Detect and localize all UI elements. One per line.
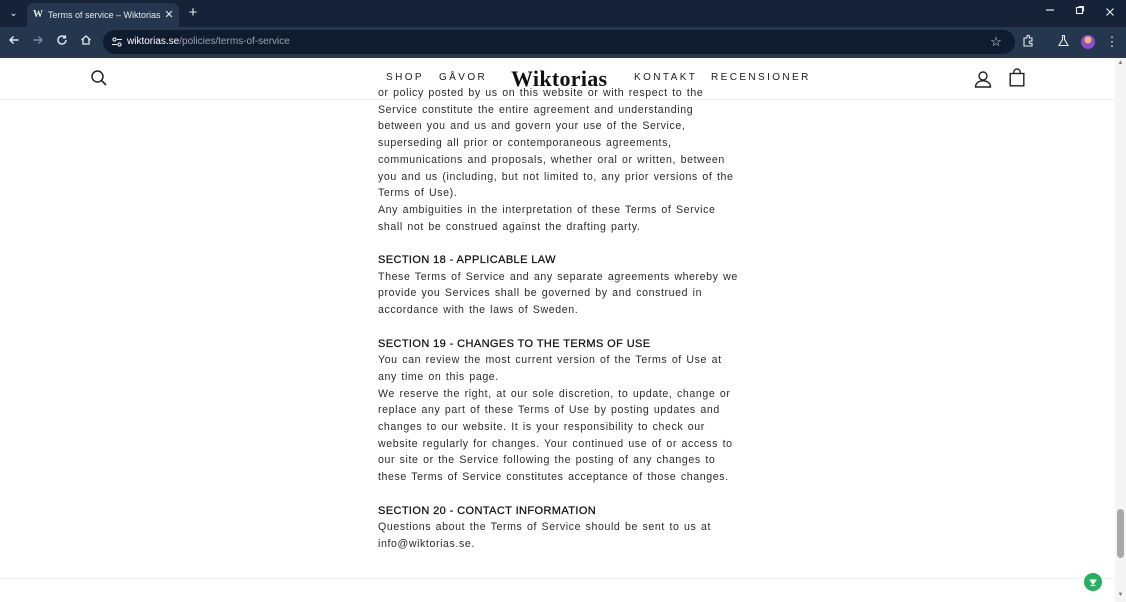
url-path: /policies/terms-of-service	[179, 36, 290, 47]
profile-avatar[interactable]	[1081, 35, 1095, 49]
scroll-down-arrow-icon[interactable]: ▼	[1117, 592, 1124, 598]
url-text[interactable]	[127, 35, 290, 49]
star-icon[interactable]: ☆	[990, 34, 1002, 49]
new-tab-icon[interactable]: +	[188, 4, 198, 21]
brand-logo[interactable]: Wiktorias	[511, 66, 608, 91]
site-info-icon[interactable]	[111, 36, 123, 48]
forward-icon[interactable]	[30, 34, 46, 50]
tab-title: Terms of service – Wiktorias	[48, 10, 161, 20]
tab-search-icon[interactable]: ⌄	[9, 8, 18, 19]
url-host: wiktorias.se	[127, 36, 180, 47]
nav-kontakt[interactable]: KONTAKT	[634, 72, 698, 83]
chat-widget-icon[interactable]	[1084, 573, 1102, 591]
scroll-up-arrow-icon[interactable]: ▲	[1117, 60, 1124, 66]
search-icon[interactable]	[90, 69, 108, 87]
tab-close-icon[interactable]: ✕	[164, 9, 174, 21]
section20-heading: SECTION 20 - CONTACT INFORMATION	[378, 504, 597, 517]
nav-recensioner[interactable]: RECENSIONER	[711, 72, 811, 83]
section18-heading: SECTION 18 - APPLICABLE LAW	[378, 254, 556, 267]
address-bar[interactable]	[103, 30, 1015, 54]
nav-gavor[interactable]: GÅVOR	[439, 72, 488, 83]
scroll-thumb[interactable]	[1117, 509, 1124, 558]
section17-paragraph: or policy posted by us on this website or with respect to the Service constitute the entire agreement and understanding between you and us and govern your use of the Service, superseding all prior or contemporaneous agreements, communications and proposals, whether oral or written, between you and us (including, but not limited to, any prior versions of the Terms of Use).	[378, 87, 734, 200]
browser-toolbar	[0, 27, 1126, 58]
tab-favicon: W	[33, 9, 43, 20]
extensions-icon[interactable]	[1020, 34, 1036, 50]
footer-divider	[0, 578, 1115, 579]
home-icon[interactable]	[78, 34, 94, 50]
browser-tab[interactable]	[27, 3, 179, 27]
browser-tabstrip	[0, 0, 1126, 27]
section19-paragraph: You can review the most current version of the Terms of Use at any time on this page.	[378, 354, 722, 383]
section19-heading: SECTION 19 - CHANGES TO THE TERMS OF USE	[378, 337, 651, 350]
labs-icon[interactable]	[1055, 34, 1071, 50]
terms-text-column	[378, 85, 738, 553]
back-icon[interactable]	[6, 34, 22, 50]
section18-paragraph: These Terms of Service and any separate agreements whereby we provide you Services shall be governed by and construed in accordance with the laws of Sweden.	[378, 270, 738, 317]
minimize-icon[interactable]	[1041, 5, 1059, 21]
cart-icon[interactable]	[1009, 69, 1025, 87]
page-scrollbar[interactable]	[1115, 58, 1126, 602]
reload-icon[interactable]	[54, 34, 70, 50]
section20-paragraph: Questions about the Terms of Service should be sent to us at info@wiktorias.se.	[378, 521, 711, 550]
maximize-icon[interactable]	[1071, 5, 1089, 21]
terms-content	[0, 87, 1115, 602]
more-menu-icon[interactable]: ⋮	[1105, 34, 1119, 49]
section19-paragraph: We reserve the right, at our sole discretion, to update, change or replace any part of these Terms of Use by posting updates and changes to our website. It is your responsibility to check our website regularly for changes. Your continued use of or access to our site or the Service following the posting of any changes to these Terms of Service constitutes acceptance of those changes.	[378, 387, 733, 484]
nav-shop[interactable]: SHOP	[386, 72, 424, 83]
account-icon[interactable]	[974, 70, 992, 88]
close-window-icon[interactable]	[1101, 5, 1119, 21]
section17-paragraph: Any ambiguities in the interpretation of these Terms of Service shall not be construed against the drafting party.	[378, 203, 716, 233]
